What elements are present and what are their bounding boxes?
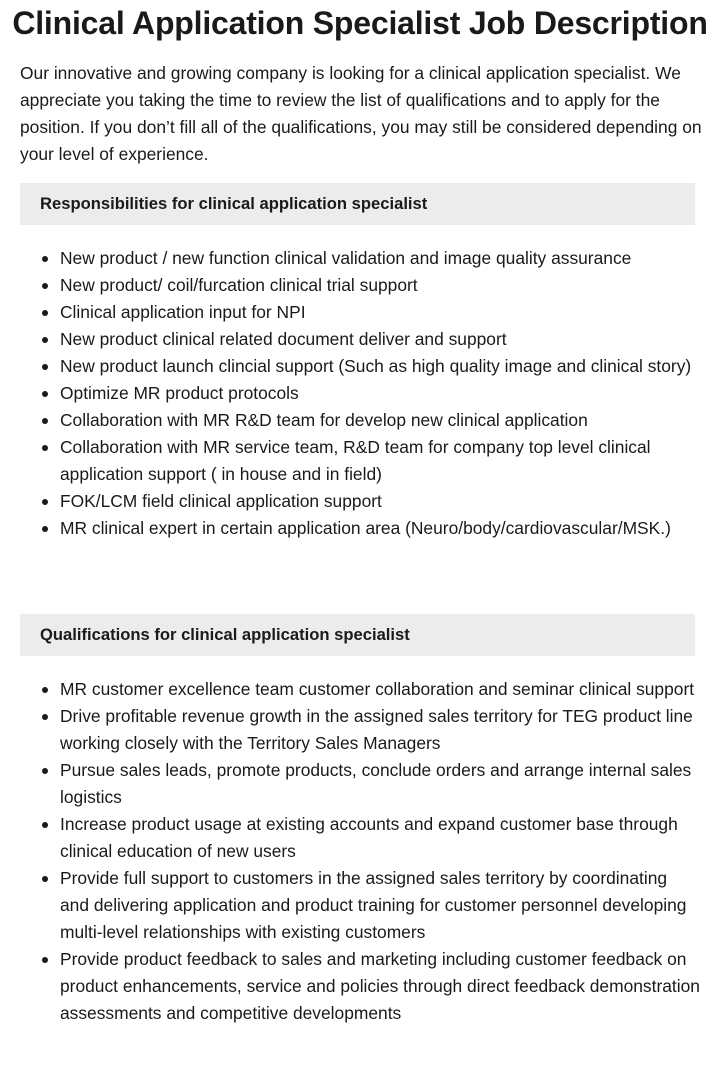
intro-paragraph: Our innovative and growing company is looking for a clinical application specialist. We appreciate you taking the time to review the list of qualifications and to apply for the position. If you don’t fill all of the qualifications, you may still be considered depending on your level of experience. bbox=[20, 63, 702, 164]
qualifications-heading: Qualifications for clinical application specialist bbox=[20, 614, 695, 656]
list-item: New product / new function clinical validation and image quality assurance bbox=[60, 245, 700, 272]
list-item: New product clinical related document deliver and support bbox=[60, 326, 700, 353]
responsibilities-heading: Responsibilities for clinical application specialist bbox=[20, 183, 695, 225]
list-item: Collaboration with MR service team, R&D team for company top level clinical application support ( in house and in field) bbox=[60, 434, 700, 488]
list-item: MR clinical expert in certain application area (Neuro/body/cardiovascular/MSK.) bbox=[60, 515, 700, 542]
list-item: Increase product usage at existing accounts and expand customer base through clinical education of new users bbox=[60, 811, 700, 865]
list-item: Collaboration with MR R&D team for develop new clinical application bbox=[60, 407, 700, 434]
list-item: Pursue sales leads, promote products, conclude orders and arrange internal sales logistics bbox=[60, 757, 700, 811]
responsibilities-list bbox=[60, 245, 700, 542]
list-item: FOK/LCM field clinical application support bbox=[60, 488, 700, 515]
list-item: MR customer excellence team customer collaboration and seminar clinical support bbox=[60, 676, 700, 703]
list-item: Provide product feedback to sales and marketing including customer feedback on product enhancements, service and policies through direct feedback demonstration assessments and competitive developments bbox=[60, 946, 700, 1027]
list-item: Drive profitable revenue growth in the assigned sales territory for TEG product line working closely with the Territory Sales Managers bbox=[60, 703, 700, 757]
list-item: Provide full support to customers in the assigned sales territory by coordinating and delivering application and product training for customer personnel developing multi-level relationships with existing customers bbox=[60, 865, 700, 946]
qualifications-list bbox=[60, 676, 700, 1027]
list-item: New product/ coil/furcation clinical trial support bbox=[60, 272, 700, 299]
page-title: Clinical Application Specialist Job Description bbox=[12, 5, 708, 41]
list-item: Optimize MR product protocols bbox=[60, 380, 700, 407]
list-item: New product launch clincial support (Such as high quality image and clinical story) bbox=[60, 353, 700, 380]
list-item: Clinical application input for NPI bbox=[60, 299, 700, 326]
